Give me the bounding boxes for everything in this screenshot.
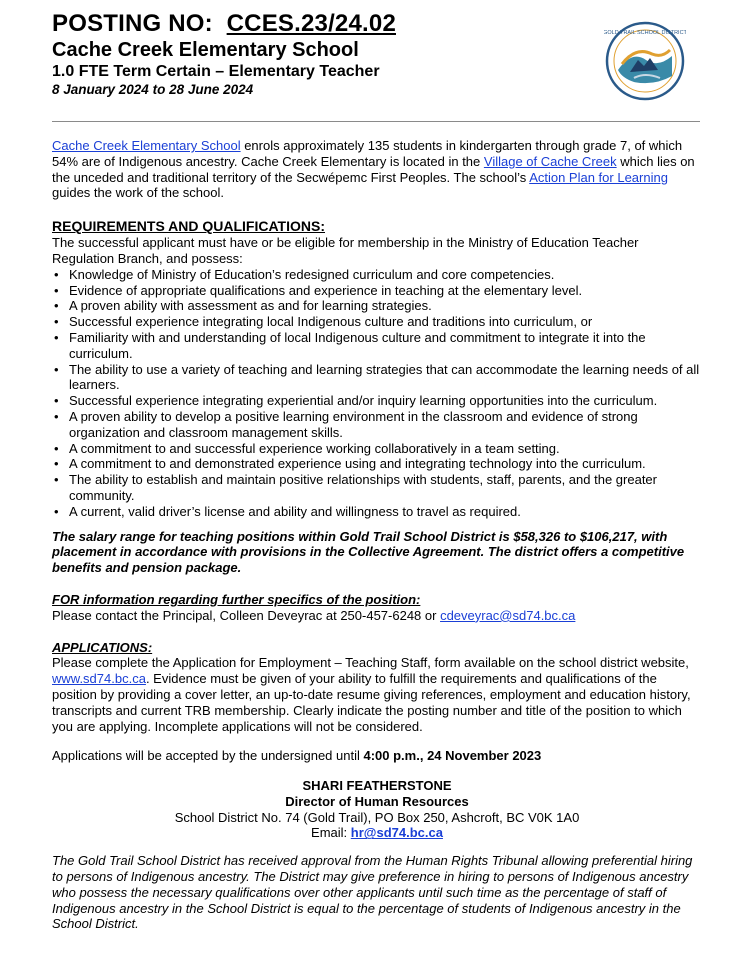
requirement-item: • Knowledge of Ministry of Education’s redesigned curriculum and core competencies.	[52, 267, 702, 283]
deadline-line	[52, 748, 702, 764]
contact-line	[52, 608, 702, 624]
requirement-item: • A commitment to and successful experience working collaboratively in a team setting.	[52, 441, 702, 457]
requirement-item: • Successful experience integrating experiential and/or inquiry learning opportunities into the curriculum.	[52, 393, 702, 409]
requirement-item: • A current, valid driver’s license and ability and willingness to travel as required.	[52, 504, 702, 520]
requirement-item: • Familiarity with and understanding of local Indigenous culture and commitment to integrate it into the curriculum.	[52, 330, 702, 362]
term-dates: 8 January 2024 to 28 June 2024	[52, 82, 254, 97]
posting-body	[52, 138, 702, 932]
school-name: Cache Creek Elementary School	[52, 39, 359, 61]
requirements-lead: The successful applicant must have or be eligible for membership in the Ministry of Education Teacher Regulation Branch, and possess:	[52, 235, 639, 266]
school-link[interactable]: Cache Creek Elementary School	[52, 138, 241, 153]
intro-paragraph	[52, 138, 702, 201]
hr-email-link[interactable]: hr@sd74.bc.ca	[350, 825, 443, 841]
info-heading: FOR information regarding further specifics of the position:	[52, 591, 421, 607]
applications-text-1: Please complete the Application for Employment – Teaching Staff, form available on the school district website,	[52, 655, 689, 671]
intro-text-2: which lies on the unceded and traditional territory of the Secwépemc First Peoples. The school’s	[52, 153, 695, 185]
requirement-item: • Evidence of appropriate qualifications and experience in teaching at the elementary level.	[52, 283, 702, 299]
contact-text: Please contact the Principal, Colleen Deveyrac at 250-457-6248 or	[52, 607, 441, 623]
salary-statement: The salary range for teaching positions within Gold Trail School District is $58,326 to $106,217, with placement in accordance with provisions in the Collective Agreement. The district offers a competitive benefits and pension package.	[52, 528, 685, 576]
signature-block	[52, 778, 702, 841]
deadline-date: 4:00 p.m., 24 November 2023	[363, 748, 542, 764]
principal-email-link[interactable]: cdeveyrac@sd74.bc.ca	[440, 607, 576, 623]
requirement-item: • A proven ability with assessment as and for learning strategies.	[52, 298, 702, 314]
indigenous-hiring-disclaimer: The Gold Trail School District has received approval from the Human Rights Tribunal allowing preferential hiring to persons of Indigenous ancestry. The District may give preference in hiring to persons of Indigenous ancestry who possess the necessary qualifications over other applicants until such time as the percentage of staff of Indigenous ancestry in the School District is equal to the percentage of students of Indigenous ancestry in the School District.	[52, 853, 693, 932]
signatory-name: SHARI FEATHERSTONE	[302, 778, 452, 794]
intro-text-3: guides the work of the school.	[52, 185, 224, 201]
applications-text-2: . Evidence must be given of your ability to fulfill the requirements and qualifications of the position by providing a cover letter, an up-to-date resume giving references, employment and education history, transcripts and current TRB membership. Clearly indicate the posting number and title of the position to which you are applying. Incomplete applications will not be considered.	[52, 671, 691, 734]
district-website-link[interactable]: www.sd74.bc.ca	[52, 671, 146, 687]
posting-number: CCES.23/24.02	[226, 10, 396, 37]
requirement-item: • The ability to use a variety of teaching and learning strategies that can accommodate the learning needs of all learners.	[52, 362, 702, 394]
requirement-item: • A commitment to and demonstrated experience using and integrating technology into the curriculum.	[52, 456, 702, 472]
logo-text: GOLD TRAIL SCHOOL DISTRICT	[604, 30, 686, 36]
requirements-heading: REQUIREMENTS AND QUALIFICATIONS:	[52, 218, 325, 235]
district-address: School District No. 74 (Gold Trail), PO Box 250, Ashcroft, BC V0K 1A0	[174, 809, 580, 825]
posting-number-line	[52, 10, 396, 38]
requirement-item: • A proven ability to develop a positive learning environment in the classroom and evidence of strong organization and classroom management skills.	[52, 409, 702, 441]
requirement-item: • The ability to establish and maintain positive relationships with students, staff, parents, and the greater community.	[52, 472, 702, 504]
signatory-title: Director of Human Resources	[285, 793, 469, 809]
intro-text-1: enrols approximately 135 students in kindergarten through grade 7, of which 54% are of Indigenous ancestry. Cache Creek Elementary is located in the	[52, 138, 683, 169]
position-title: 1.0 FTE Term Certain – Elementary Teacher	[52, 63, 380, 80]
posting-header	[52, 10, 396, 99]
hr-email-line	[52, 825, 702, 841]
deadline-text: Applications will be accepted by the undersigned until	[52, 748, 364, 764]
posting-prefix: POSTING NO:	[52, 10, 213, 37]
email-label: Email:	[311, 825, 351, 841]
header-divider	[52, 121, 700, 122]
district-logo	[604, 20, 686, 102]
requirement-item: • Successful experience integrating local Indigenous culture and traditions into curriculum, or	[52, 314, 702, 330]
applications-paragraph	[52, 655, 702, 734]
applications-heading: APPLICATIONS:	[52, 639, 153, 655]
action-plan-link[interactable]: Action Plan for Learning	[529, 169, 668, 185]
requirements-list	[52, 267, 702, 520]
village-link[interactable]: Village of Cache Creek	[483, 153, 617, 169]
